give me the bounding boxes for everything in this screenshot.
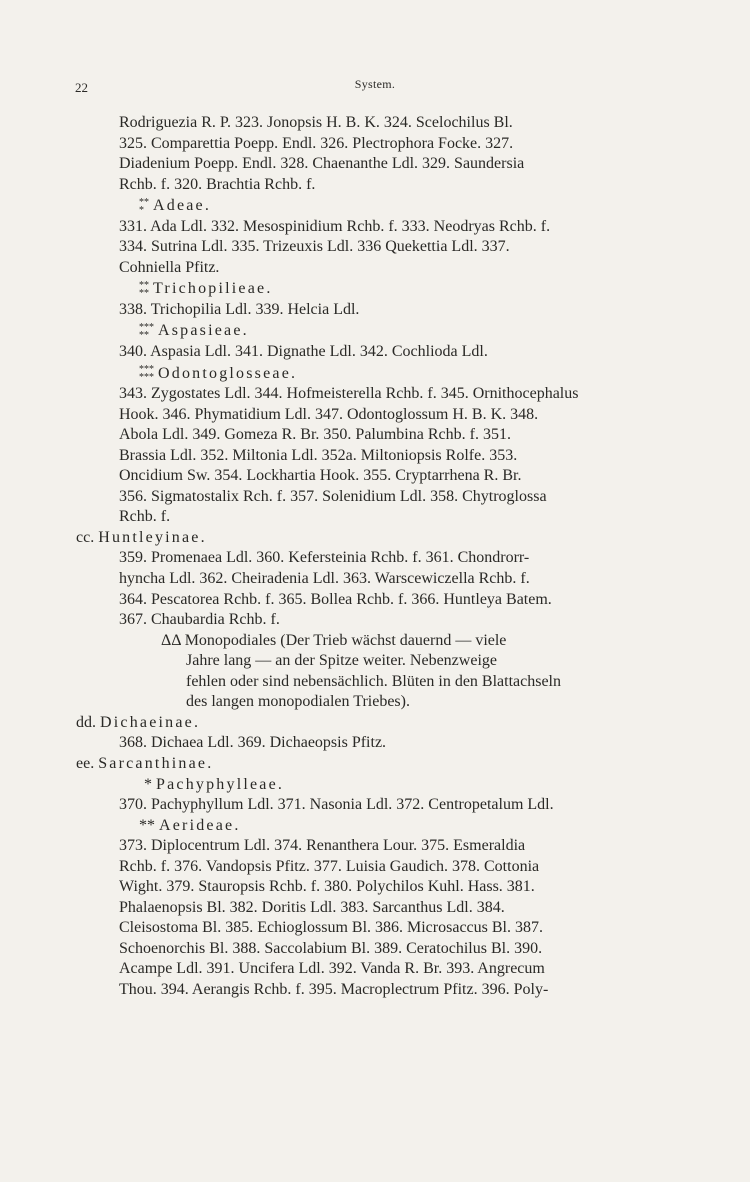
text-line: 359. Promenaea Ldl. 360. Kefersteinia Rchb. f. 361. Chondrorr- bbox=[119, 549, 530, 567]
asterism-mark: ** * bbox=[139, 196, 149, 216]
text-line: Phalaenopsis Bl. 382. Doritis Ldl. 383. Sarcanthus Ldl. 384. bbox=[119, 898, 505, 916]
text-line: Rodriguezia R. P. 323. Jonopsis H. B. K. 324. Scelochilus Bl. bbox=[119, 114, 513, 131]
asterism-mark: *** ** bbox=[139, 321, 154, 341]
text-line: Rchb. f. 320. Brachtia Rchb. f. bbox=[119, 175, 316, 193]
text-line: 370. Pachyphyllum Ldl. 371. Nasonia Ldl. 372. Centropetalum Ldl. bbox=[119, 796, 554, 814]
group-heading-monopodiales: ΔΔ Monopodiales (Der Trieb wächst dauernd — viele bbox=[161, 631, 507, 649]
text-line: des langen monopodialen Triebes). bbox=[186, 693, 410, 711]
tribe-heading-aspasieae: *** ** Aspasieae. bbox=[139, 321, 249, 341]
tribe-heading-adeae: ** * Adeae. bbox=[139, 196, 212, 216]
text-line: 338. Trichopilia Ldl. 339. Helcia Ldl. bbox=[119, 300, 360, 318]
text-line: 367. Chaubardia Rchb. f. bbox=[119, 611, 280, 629]
text-line: Hook. 346. Phymatidium Ldl. 347. Odontoglossum H. B. K. 348. bbox=[119, 405, 539, 423]
text-line: 373. Diplocentrum Ldl. 374. Renanthera Lour. 375. Esmeraldia bbox=[119, 837, 526, 855]
text-line: 331. Ada Ldl. 332. Mesospinidium Rchb. f. 333. Neodryas Rchb. f. bbox=[119, 217, 551, 235]
text-line: Wight. 379. Stauropsis Rchb. f. 380. Polychilos Kuhl. Hass. 381. bbox=[119, 878, 535, 896]
text-line: 368. Dichaea Ldl. 369. Dichaeopsis Pfitz. bbox=[119, 734, 387, 752]
tribe-heading-aerideae: ** Aerideae. bbox=[139, 816, 241, 834]
text-line: Rchb. f. bbox=[119, 508, 171, 526]
subtribe-heading-sarcanthinae: ee. Sarcanthinae. bbox=[76, 754, 214, 772]
text-line: Rchb. f. 376. Vandopsis Pfitz. 377. Luisia Gaudich. 378. Cottonia bbox=[119, 857, 540, 875]
running-head: System. bbox=[354, 77, 396, 91]
text-line: 356. Sigmatostalix Rch. f. 357. Solenidium Ldl. 358. Chytroglossa bbox=[119, 487, 547, 505]
text-line: fehlen oder sind nebensächlich. Blüten in den Blattachseln bbox=[186, 672, 561, 690]
text-line: Abola Ldl. 349. Gomeza R. Br. 350. Palumbina Rchb. f. 351. bbox=[119, 426, 511, 444]
text-line: Diadenium Poepp. Endl. 328. Chaenanthe Ldl. 329. Saundersia bbox=[119, 155, 525, 173]
text-line: 340. Aspasia Ldl. 341. Dignathe Ldl. 342. Cochlioda Ldl. bbox=[119, 343, 488, 361]
page-number: 22 bbox=[75, 80, 88, 95]
tribe-heading-pachyphylleae: * Pachyphylleae. bbox=[144, 775, 285, 793]
text-line: Brassia Ldl. 352. Miltonia Ldl. 352a. Miltoniopsis Rolfe. 353. bbox=[119, 446, 518, 464]
text-line: Thou. 394. Aerangis Rchb. f. 395. Macroplectrum Pfitz. 396. Poly- bbox=[119, 980, 549, 998]
text-line: Cleisostoma Bl. 385. Echioglossum Bl. 386. Microsaccus Bl. 387. bbox=[119, 919, 543, 937]
tribe-heading-trichopilieae: ** ** Trichopilieae. bbox=[139, 279, 273, 299]
subtribe-heading-huntleyinae: cc. Huntleyinae. bbox=[76, 528, 207, 546]
text-line: Jahre lang — an der Spitze weiter. Nebenzweige bbox=[186, 652, 497, 670]
text-line: 364. Pescatorea Rchb. f. 365. Bollea Rchb. f. 366. Huntleya Batem. bbox=[119, 590, 552, 608]
page-body bbox=[76, 113, 688, 1001]
text-line: 343. Zygostates Ldl. 344. Hofmeisterella Rchb. f. 345. Ornithocephalus bbox=[119, 385, 579, 403]
text-line: Cohniella Pfitz. bbox=[119, 258, 220, 276]
asterism-mark: ** ** bbox=[139, 279, 149, 299]
asterism-mark: *** *** bbox=[139, 363, 154, 383]
text-line: Schoenorchis Bl. 388. Saccolabium Bl. 389. Ceratochilus Bl. 390. bbox=[119, 939, 543, 957]
text-line: hyncha Ldl. 362. Cheiradenia Ldl. 363. Warscewiczella Rchb. f. bbox=[119, 570, 530, 588]
subtribe-heading-dichaeinae: dd. Dichaeinae. bbox=[76, 713, 201, 731]
text-line: 325. Comparettia Poepp. Endl. 326. Plectrophora Focke. 327. bbox=[119, 134, 514, 152]
text-line: Oncidium Sw. 354. Lockhartia Hook. 355. Cryptarrhena R. Br. bbox=[119, 467, 522, 485]
text-line: 334. Sutrina Ldl. 335. Trizeuxis Ldl. 336 Quekettia Ldl. 337. bbox=[119, 238, 510, 256]
tribe-heading-odontoglosseae: *** *** Odontoglosseae. bbox=[139, 363, 298, 383]
text-line: Acampe Ldl. 391. Uncifera Ldl. 392. Vanda R. Br. 393. Angrecum bbox=[119, 960, 545, 978]
